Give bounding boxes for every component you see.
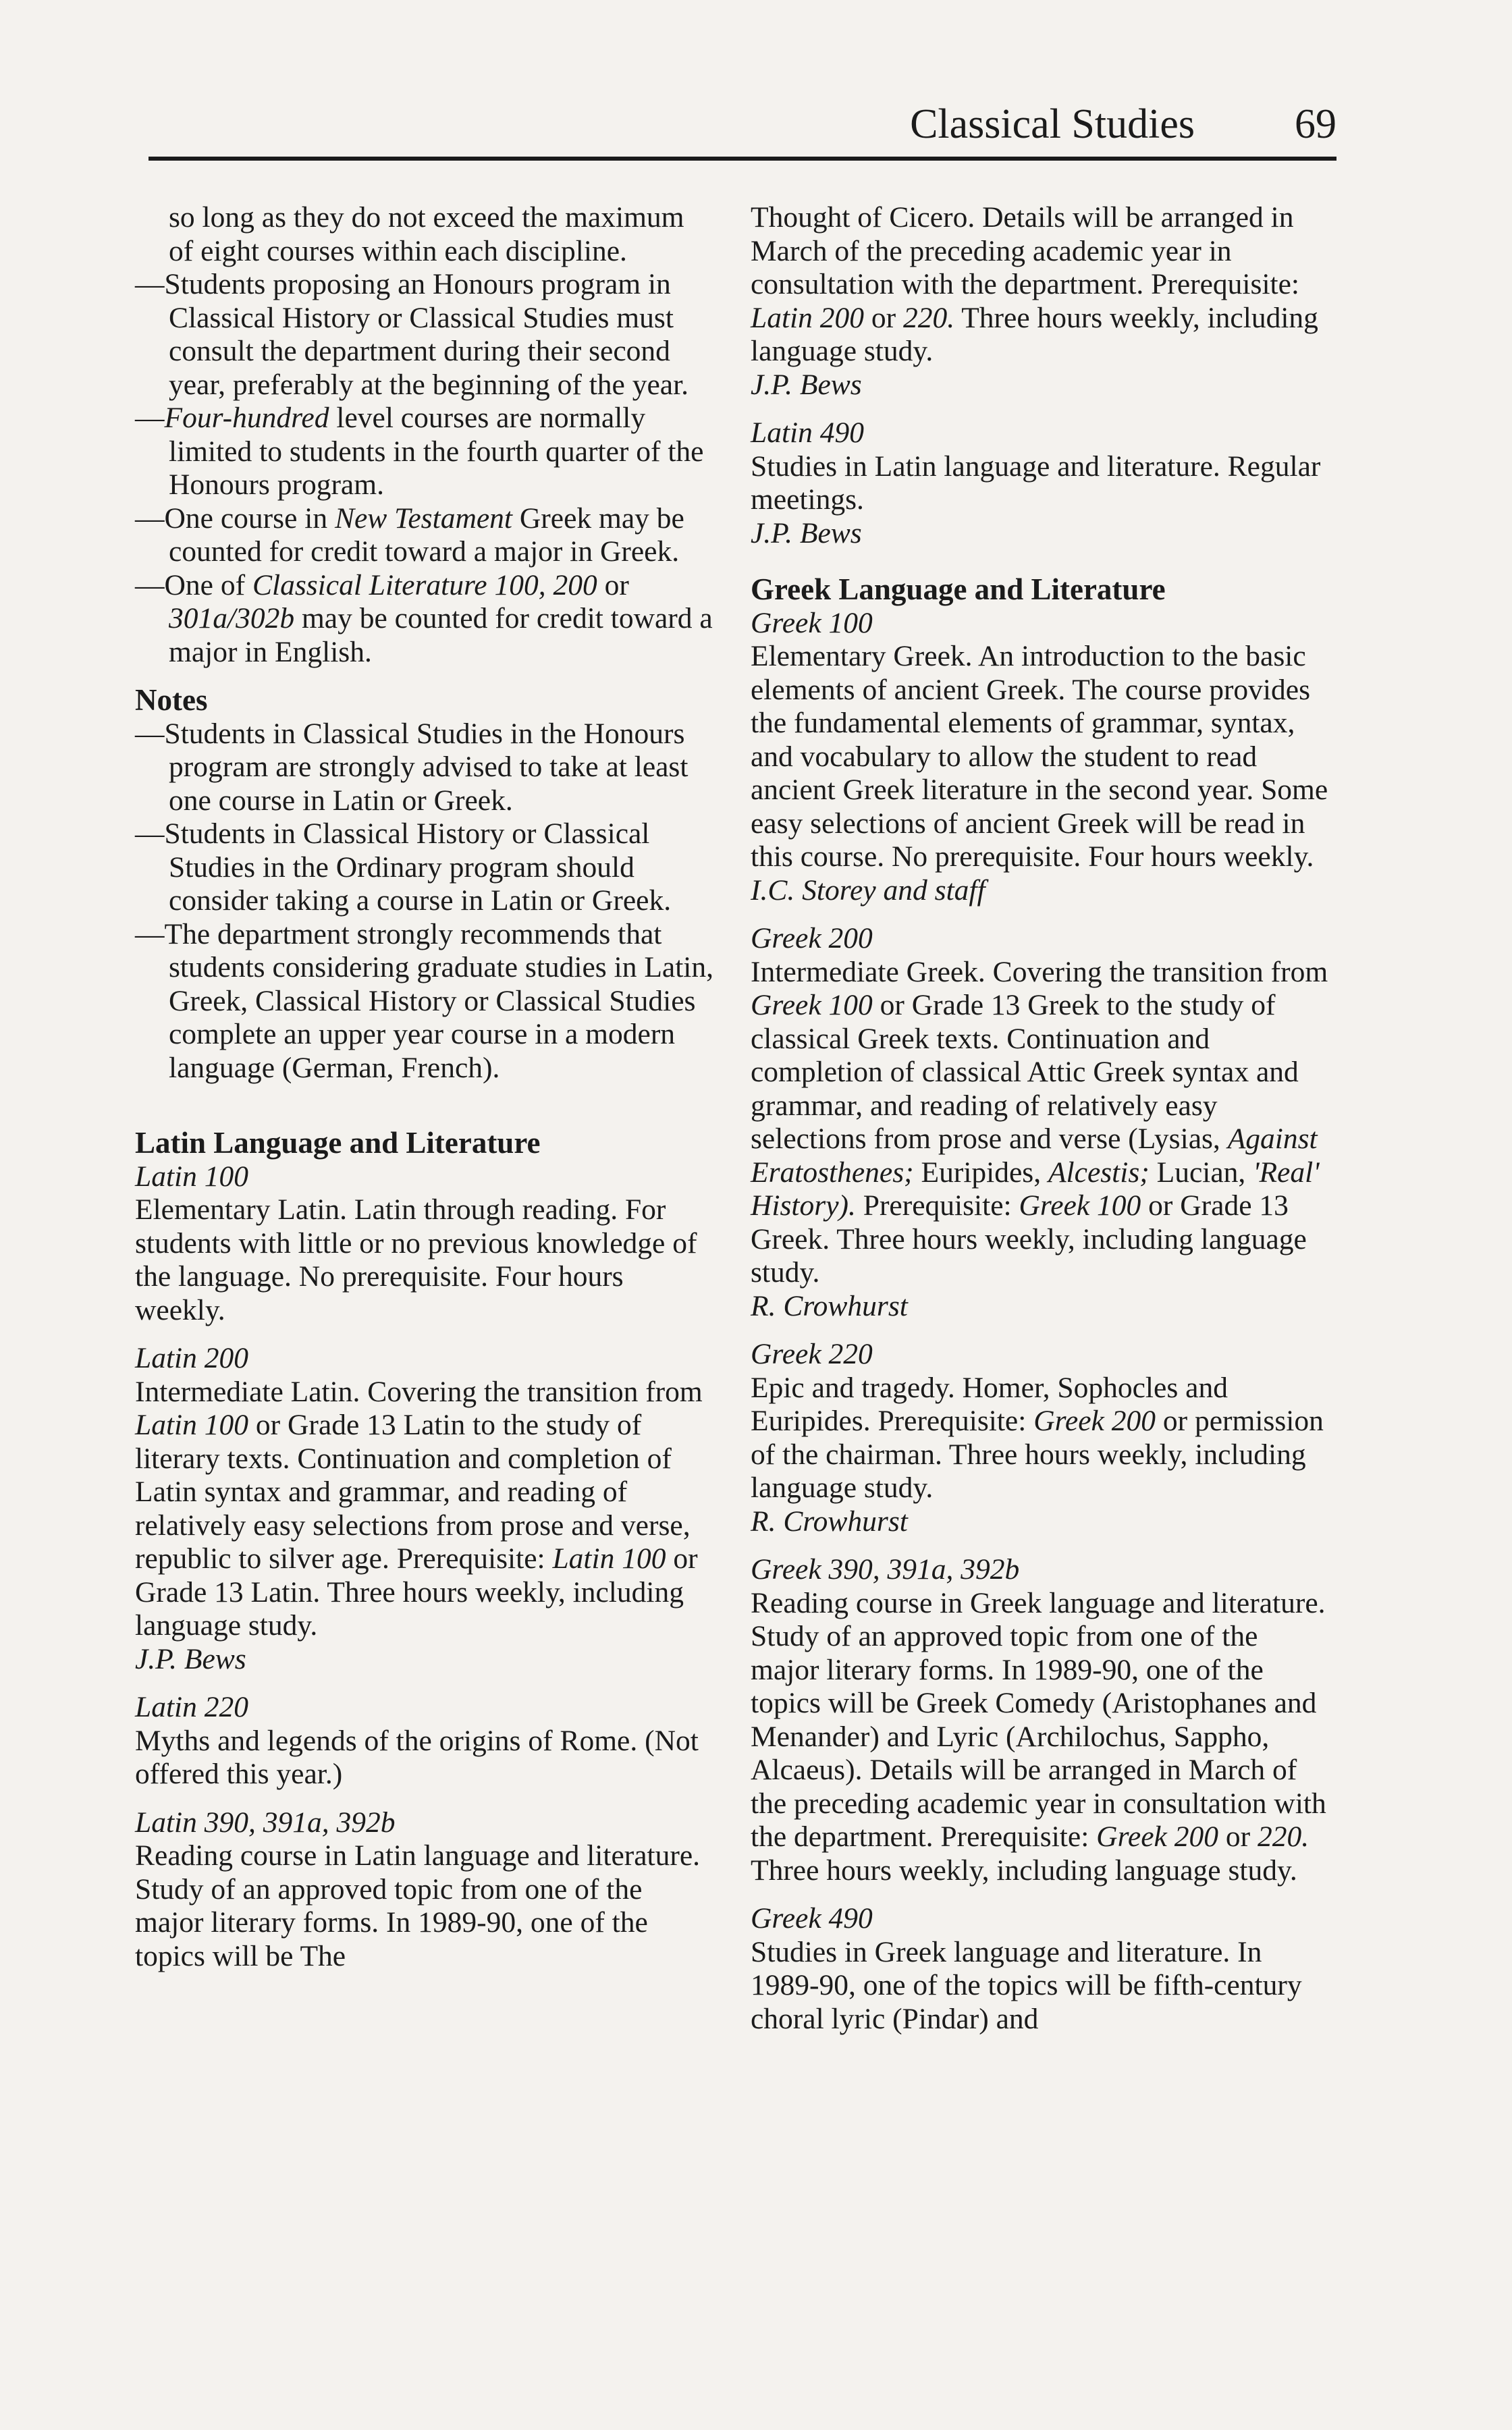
page-number: 69 xyxy=(1295,101,1336,147)
right-column xyxy=(751,201,1331,2036)
course-desc-greek-490: Studies in Greek language and literature. In 1989-90, one of the topics will be fifth-century choral lyric (Pindar) and xyxy=(751,1935,1302,2035)
note-item: —The department strongly recommends that students considering graduate studies in Latin, Greek, Classical History or Classical Studies complete an upper year course in a modern language (German, French). xyxy=(135,917,714,1084)
instructor-greek-100: I.C. Storey and staff xyxy=(751,873,986,907)
course-desc-latin-220: Myths and legends of the origins of Rome. (Not offered this year.) xyxy=(135,1724,699,1790)
course-desc-latin-390-continued: Thought of Cicero. Details will be arranged in March of the preceding academic year in consultation with the department. Prerequisite: Latin 200 or 220. Three hours weekly, including language study. xyxy=(751,201,1318,367)
course-title-latin-220: Latin 220 xyxy=(135,1691,248,1723)
note-item: —Students in Classical Studies in the Honours program are strongly advised to take at least one course in Latin or Greek. xyxy=(135,717,688,817)
course-title-greek-390: Greek 390, 391a, 392b xyxy=(751,1553,1020,1586)
rule-four-hundred: —Four-hundred level courses are normally limited to students in the fourth quarter of the Honours program. xyxy=(135,402,704,501)
course-title-greek-100: Greek 100 xyxy=(751,606,873,639)
course-desc-greek-200: Intermediate Greek. Covering the transition from Greek 100 or Grade 13 Greek to the study of classical Greek texts. Continuation and completion of classical Attic Greek syntax and grammar, and reading of relatively easy selections from prose and verse (Lysias, Against Eratosthenes; Euripides, Alcestis; Lucian, 'Real' History). Prerequisite: Greek 100 or Grade 13 Greek. Three hours weekly, including language study. xyxy=(751,955,1328,1289)
header-rule xyxy=(148,157,1336,161)
instructor-latin-390: J.P. Bews xyxy=(751,368,862,401)
course-desc-latin-390: Reading course in Latin language and literature. Study of an approved topic from one of the major literary forms. In 1989-90, one of the topics will be The xyxy=(135,1839,701,1972)
course-title-latin-200: Latin 200 xyxy=(135,1342,248,1374)
course-desc-greek-390: Reading course in Greek language and literature. Study of an approved topic from one of the major literary forms. In 1989-90, one of the topics will be Greek Comedy (Aristophanes and Menander) and Lyric (Archilochus, Sappho, Alcaeus). Details will be arranged in March of the preceding academic year in consultation with the department. Prerequisite: Greek 200 or 220. Three hours weekly, including language study. xyxy=(751,1586,1326,1887)
course-title-greek-220: Greek 220 xyxy=(751,1338,873,1370)
instructor-greek-200: R. Crowhurst xyxy=(751,1289,908,1322)
course-desc-greek-220: Epic and tragedy. Homer, Sophocles and Euripides. Prerequisite: Greek 200 or permission of the chairman. Three hours weekly, including language study. xyxy=(751,1371,1324,1504)
left-column xyxy=(135,201,716,1973)
course-desc-latin-490: Studies in Latin language and literature. Regular meetings. xyxy=(751,450,1321,516)
greek-heading: Greek Language and Literature xyxy=(751,572,1166,606)
intro-continuation: so long as they do not exceed the maximum of eight courses within each discipline. xyxy=(169,201,684,267)
course-desc-greek-100: Elementary Greek. An introduction to the basic elements of ancient Greek. The course provides the fundamental elements of grammar, syntax, and vocabulary to allow the student to read ancient Greek literature in the second year. Some easy selections of ancient Greek will be read in this course. No prerequisite. Four hours weekly. xyxy=(751,640,1328,873)
note-item: —Students in Classical History or Classical Studies in the Ordinary program should consider taking a course in Latin or Greek. xyxy=(135,817,672,917)
rule-classical-literature: —One of Classical Literature 100, 200 or 301a/302b may be counted for credit toward a major in English. xyxy=(135,568,713,668)
instructor-latin-200: J.P. Bews xyxy=(135,1642,246,1675)
latin-heading: Latin Language and Literature xyxy=(135,1126,541,1160)
instructor-latin-490: J.P. Bews xyxy=(751,516,862,549)
rule-new-testament: —One course in New Testament Greek may be counted for credit toward a major in Greek. xyxy=(135,502,684,568)
course-title-latin-490: Latin 490 xyxy=(751,416,864,449)
course-desc-latin-100: Elementary Latin. Latin through reading. For students with little or no previous knowledge of the language. No prerequisite. Four hours weekly. xyxy=(135,1193,697,1326)
course-title-latin-390: Latin 390, 391a, 392b xyxy=(135,1806,396,1839)
course-title-latin-100: Latin 100 xyxy=(135,1160,248,1193)
page-header xyxy=(148,93,1336,155)
running-head-section: Classical Studies xyxy=(910,101,1195,147)
notes-heading: Notes xyxy=(135,683,208,717)
course-title-greek-200: Greek 200 xyxy=(751,922,873,954)
rule-honours-consult: —Students proposing an Honours program in Classical History or Classical Studies must consult the department during their second year, preferably at the beginning of the year. xyxy=(135,268,689,401)
course-title-greek-490: Greek 490 xyxy=(751,1902,873,1935)
instructor-greek-220: R. Crowhurst xyxy=(751,1505,908,1538)
course-desc-latin-200: Intermediate Latin. Covering the transition from Latin 100 or Grade 13 Latin to the study of literary texts. Continuation and completion of Latin syntax and grammar, and reading of relatively easy selections from prose and verse, republic to silver age. Prerequisite: Latin 100 or Grade 13 Latin. Three hours weekly, including language study. xyxy=(135,1375,703,1642)
